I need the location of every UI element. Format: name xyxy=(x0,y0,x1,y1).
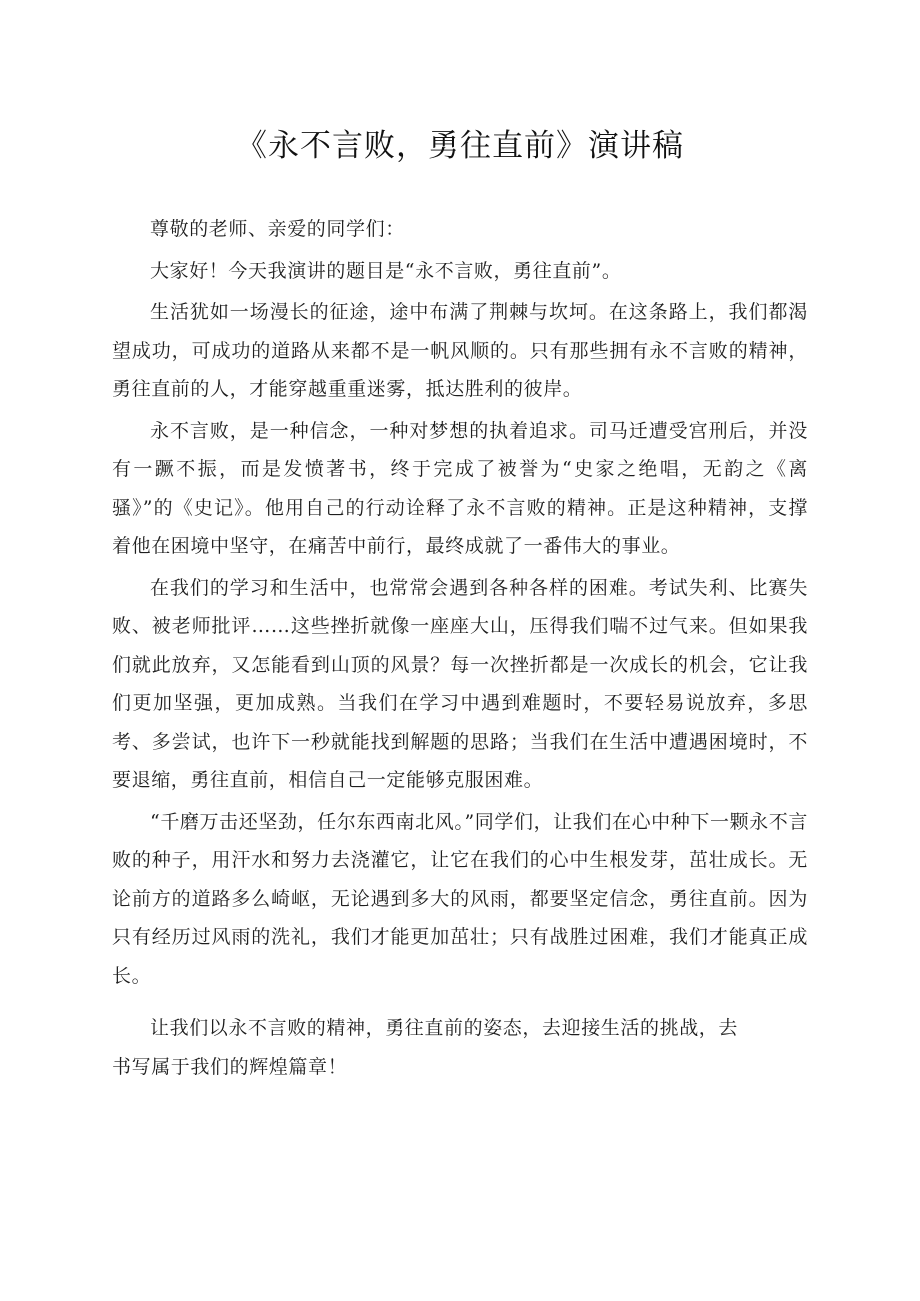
paragraph-sima-qian: 永不言败，是一种信念，一种对梦想的执着追求。司马迁遭受宫刑后，并没有一蹶不振，而是发愤著书，终于完成了被誉为“史家之绝唱，无韵之《离骚》”的《史记》。他用自己的行动诠释了永不言败的精神。正是这种精神，支撑着他在困境中坚守，在痛苦中前行，最终成就了一番伟大的事业。 xyxy=(112,419,808,557)
paragraph-poem-call: “千磨万击还坚劲，任尔东西南北风。”同学们，让我们在心中种下一颗永不言败的种子，用汗水和努力去浇灌它，让它在我们的心中生根发芽，茁壮成长。无论前方的道路多么崎岖，无论遇到多大的风雨，都要坚定信念，勇往直前。因为只有经历过风雨的洗礼，我们才能更加茁壮；只有战胜过困难，我们才能真正成长。 xyxy=(112,810,808,987)
greeting: 大家好！今天我演讲的题目是“永不言败，勇往直前”。 xyxy=(150,259,622,282)
paragraph-life-journey: 生活犹如一场漫长的征途，途中布满了荆棘与坎坷。在这条路上，我们都渴望成功，可成功的道路从来都不是一帆风顺的。只有那些拥有永不言败的精神，勇往直前的人，才能穿越重重迷雾，抵达胜利的彼岸。 xyxy=(112,301,808,400)
salutation: 尊敬的老师、亲爱的同学们： xyxy=(150,218,405,240)
speech-title: 《永不言败，勇往直前》演讲稿 xyxy=(236,128,684,164)
paragraph-difficulties: 在我们的学习和生活中，也常常会遇到各种各样的困难。考试失利、比赛失败、被老师批评……这些挫折就像一座座大山，压得我们喘不过气来。但如果我们就此放弃，又怎能看到山顶的风景？每一次挫折都是一次成长的机会，它让我们更加坚强，更加成熟。当我们在学习中遇到难题时，不要轻易说放弃，多思考、多尝试，也许下一秒就能找到解题的思路；当我们在生活中遭遇困境时，不要退缩，勇往直前，相信自己一定能够克服困难。 xyxy=(112,576,808,791)
closing-paragraph xyxy=(112,1009,808,1086)
closing-line-2: 书写属于我们的辉煌篇章！ xyxy=(112,1055,348,1078)
speech-body xyxy=(112,210,808,1089)
closing-line-1: 让我们以永不言败的精神，勇往直前的姿态，去迎接生活的挑战，去 xyxy=(150,1017,739,1039)
